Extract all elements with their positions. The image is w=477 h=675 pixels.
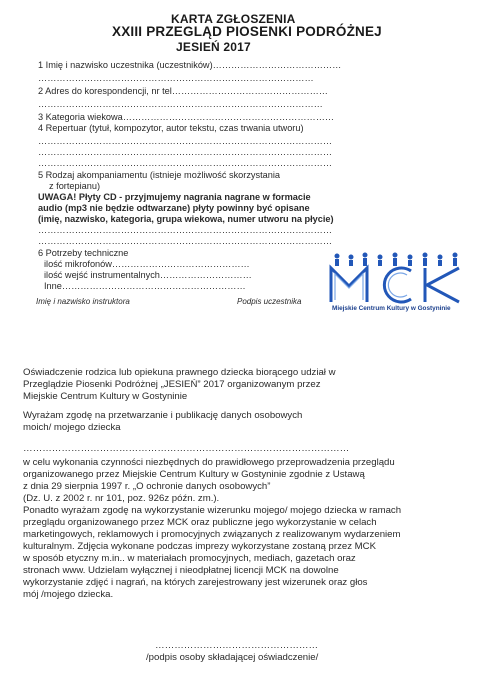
field-repertoire-line: …………………………………………………………………………………… — [38, 158, 332, 168]
field-other: Inne…………………………………………………… — [44, 281, 246, 291]
consent-text-line: Ponadto wyrażam zgodę na wykorzystanie wizerunku mojego/ mojego dziecka w ramach — [23, 505, 402, 516]
event-title: XXIII PRZEGLĄD PIOSENKI PODRÓŻNEJ — [112, 24, 382, 39]
statement-line: Oświadczenie rodzica lub opiekuna prawnego dziecka biorącego udział w — [23, 367, 336, 378]
warning-line-2: audio (mp3 nie będzie odtwarzane) płyty powinny być opisane — [38, 203, 310, 213]
consent-text-line: kulturalnym. Zdjęcia wykonane podczas imprezy wykorzystane zostaną przez MCK — [23, 541, 376, 552]
form-title: KARTA ZGŁOSZENIA — [171, 12, 296, 26]
event-subtitle: JESIEŃ 2017 — [176, 40, 251, 54]
consent-text-line: organizowanego przez Miejskie Centrum Kultury w Gostyninie zgodnie z Ustawą — [23, 469, 365, 480]
field-repertoire-line: …………………………………………………………………………………… — [38, 136, 332, 146]
field-accompaniment-line: …………………………………………………………………………………… — [38, 225, 332, 235]
consent-text-line: w celu wykonania czynności niezbędnych do prawidłowego przeprowadzenia przeglądu — [23, 457, 395, 468]
field-microphones: ilość mikrofonów……………………………………… — [44, 259, 250, 269]
consent-heading: Wyrażam zgodę na przetwarzanie i publikację danych osobowych — [23, 410, 303, 421]
consent-text-line: marketingowych, reklamowych i promocyjnych związanych z realizowanym wydarzeniem — [23, 529, 401, 540]
consent-text-line: wykorzystanie zdjęć i nagrań, na których zarejestrowany jest wizerunek oraz głos — [23, 577, 368, 588]
field-technical-needs: 6 Potrzeby techniczne — [38, 248, 129, 258]
field-address-line: ………………………………………………………………………………… — [38, 99, 323, 109]
warning-line-3: (imię, nazwisko, kategoria, grupa wiekowa, numer utworu na płycie) — [38, 214, 334, 224]
field-instrument-inputs: ilość wejść instrumentalnych………………………… — [44, 270, 252, 280]
statement-line: Miejskie Centrum Kultury w Gostyninie — [23, 391, 188, 402]
field-accompaniment-note: z fortepianu) — [49, 181, 101, 191]
mck-logo-caption: Miejskie Centrum Kultury w Gostyninie — [332, 305, 451, 312]
instructor-signature-label: Imię i nazwisko instruktora — [36, 297, 130, 306]
consent-text-line: z dnia 29 sierpnia 1997 r. „O ochronie danych osobowych” — [23, 481, 271, 492]
consent-subject: moich/ mojego dziecka — [23, 422, 121, 433]
bottom-signature-label: /podpis osoby składającej oświadczenie/ — [146, 652, 319, 663]
field-participant-name: 1 Imię i nazwisko uczestnika (uczestników)…………………………………… — [38, 60, 342, 70]
field-age-category: 3 Kategoria wiekowa…………………………………………………………… — [38, 112, 335, 122]
statement-line: Przeglądzie Piosenki Podróżnej „JESIEŃ” 2017 organizowanym przez — [23, 379, 321, 390]
consent-text-line: mój /mojego dziecka. — [23, 589, 114, 600]
participant-signature-label: Podpis uczestnika — [237, 297, 302, 306]
bottom-signature-line: …………………………………………… — [155, 640, 319, 651]
field-address: 2 Adres do korespondencji, nr tel…………………………………………… — [38, 86, 328, 96]
field-accompaniment: 5 Rodzaj akompaniamentu (istnieje możliwość skorzystania — [38, 170, 281, 180]
field-repertoire: 4 Repertuar (tytuł, kompozytor, autor tekstu, czas trwania utworu) — [38, 123, 304, 133]
field-participant-name-line: ……………………………………………………………………………… — [38, 73, 314, 83]
field-repertoire-line: …………………………………………………………………………………… — [38, 147, 332, 157]
consent-text-line: stronach www. Udzielam wyłącznej i nieodpłatnej licencji MCK na dowolne — [23, 565, 339, 576]
consent-text-line: w sposób etyczny m.in.. w materiałach promocyjnych, mediach, gazetach oraz — [23, 553, 356, 564]
consent-text-line: przeglądu organizowanego przez MCK oraz publiczne jego wykorzystanie w celach — [23, 517, 377, 528]
field-accompaniment-line: …………………………………………………………………………………… — [38, 236, 332, 246]
warning-line-1: UWAGA! Płyty CD - przyjmujemy nagrania nagrane w formacie — [38, 192, 311, 202]
consent-text-line: (Dz. U. z 2002 r. nr 101, poz. 926z późn. zm.). — [23, 493, 220, 504]
consent-name-line: ………………………………………………………………………………………… — [23, 443, 350, 454]
